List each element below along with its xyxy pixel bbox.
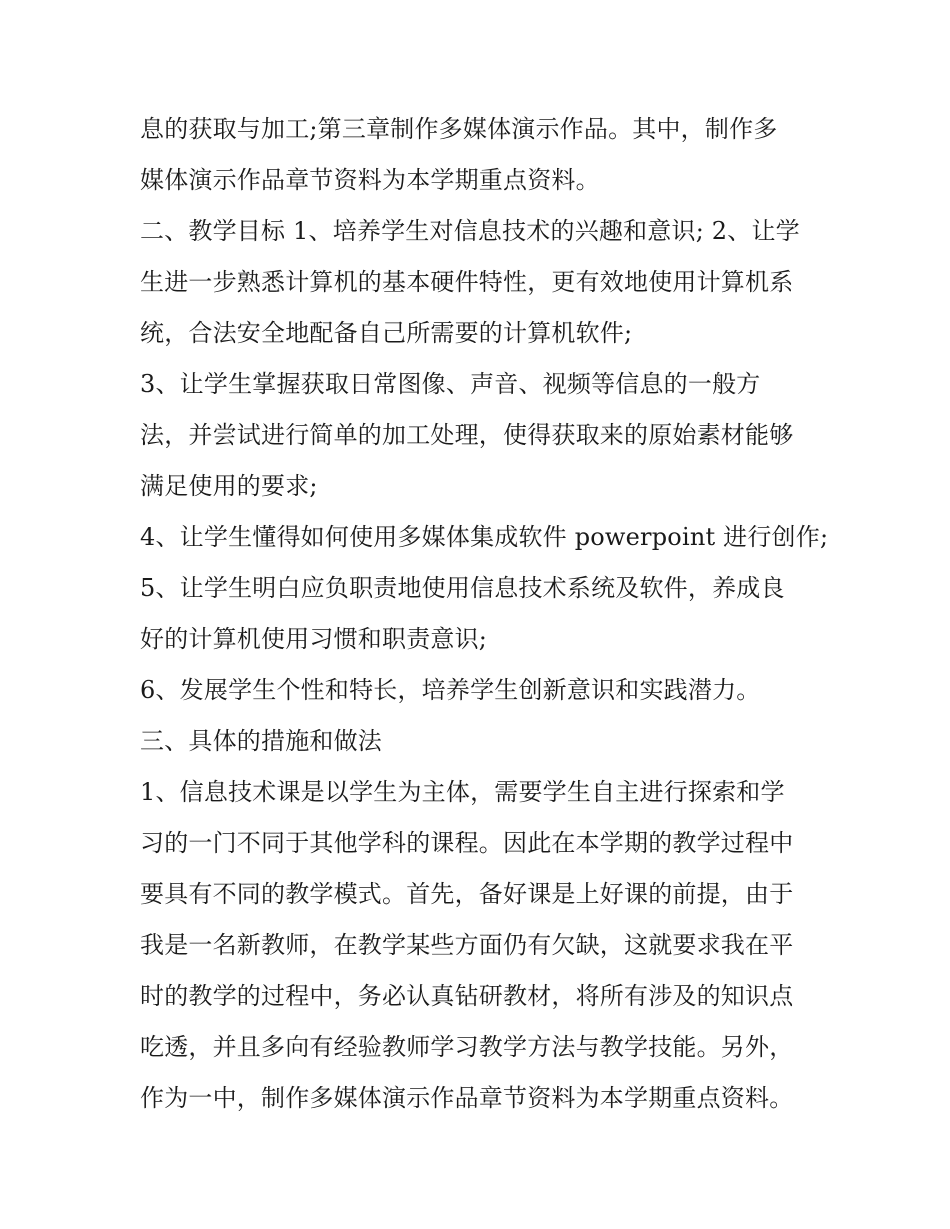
text-line: 4、让学生懂得如何使用多媒体集成软件 powerpoint 进行创作; [140,523,829,551]
text-line: 时的教学的过程中，务必认真钻研教材，将所有涉及的知识点 [140,982,794,1010]
text-line: 5、让学生明白应负职责地使用信息技术系统及软件，养成良 [140,574,785,602]
text-line: 要具有不同的教学模式。首先，备好课是上好课的前提，由于 [140,880,794,908]
text-line: 法，并尝试进行简单的加工处理，使得获取来的原始素材能够 [140,421,794,449]
text-line: 媒体演示作品章节资料为本学期重点资料。 [140,166,600,194]
text-line: 3、让学生掌握获取日常图像、声音、视频等信息的一般方 [140,370,761,398]
text-line: 作为一中，制作多媒体演示作品章节资料为本学期重点资料。 [140,1084,794,1112]
text-line: 习的一门不同于其他学科的课程。因此在本学期的教学过程中 [140,829,794,857]
document-page [140,104,829,1124]
text-line: 息的获取与加工;第三章制作多媒体演示作品。其中，制作多 [140,115,778,143]
text-line: 满足使用的要求; [140,472,318,500]
text-line: 二、教学目标 1、培养学生对信息技术的兴趣和意识; 2、让学 [140,217,800,245]
text-line: 6、发展学生个性和特长，培养学生创新意识和实践潜力。 [140,676,761,704]
text-line: 三、具体的措施和做法 [140,727,382,755]
text-line: 好的计算机使用习惯和职责意识; [140,625,488,653]
text-line: 统，合法安全地配备自己所需要的计算机软件; [140,319,633,347]
text-line: 生进一步熟悉计算机的基本硬件特性，更有效地使用计算机系 [140,268,794,296]
text-line: 吃透，并且多向有经验教师学习教学方法与教学技能。另外， [140,1033,794,1061]
text-line: 1、信息技术课是以学生为主体，需要学生自主进行探索和学 [140,778,785,806]
text-line: 我是一名新教师，在教学某些方面仍有欠缺，这就要求我在平 [140,931,794,959]
